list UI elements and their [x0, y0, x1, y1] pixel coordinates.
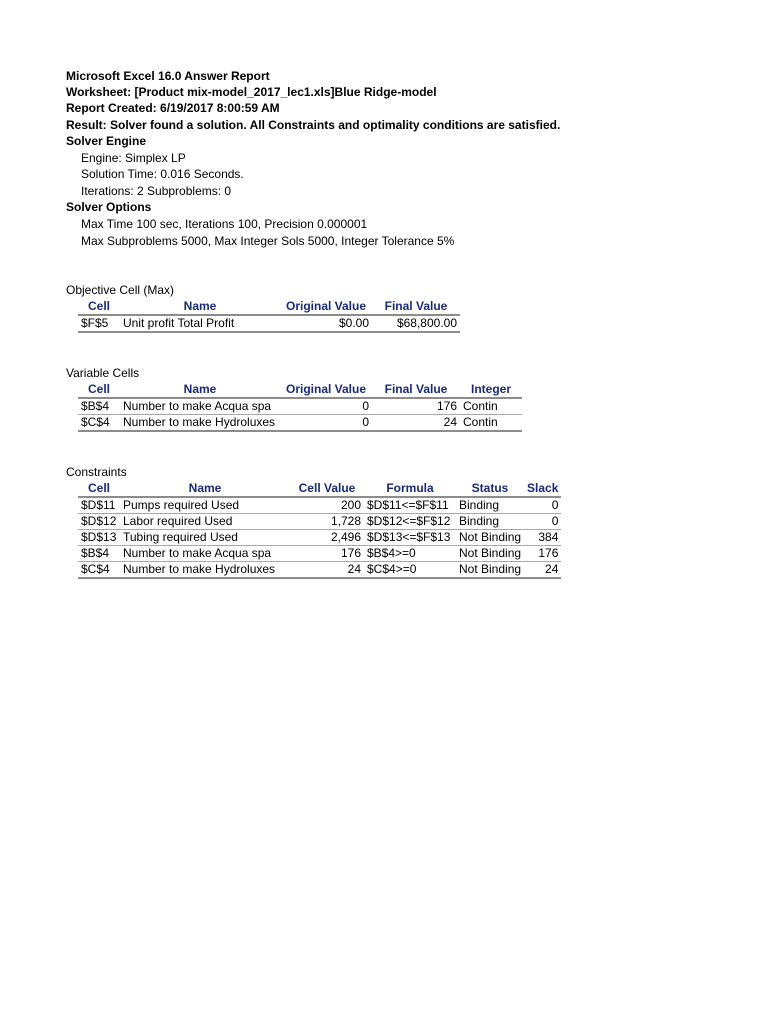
cell-ref: $D$11	[78, 497, 120, 514]
cell-ref: $D$12	[78, 514, 120, 530]
col-header-name: Name	[120, 299, 280, 315]
table-row	[78, 497, 561, 514]
cell-final-value: 24	[372, 415, 460, 432]
variables-section-title: Variable Cells	[66, 366, 140, 380]
result-line: Result: Solver found a solution. All Constraints and optimality conditions are satisfied.	[66, 118, 561, 132]
cell-original-value: $0.00	[280, 315, 372, 332]
cell-status: Not Binding	[456, 562, 524, 579]
col-header-formula: Formula	[364, 481, 456, 497]
solution-time-line: Solution Time: 0.016 Seconds.	[81, 167, 244, 181]
cell-slack: 0	[524, 497, 561, 514]
table-row	[78, 398, 522, 415]
report-created-line: Report Created: 6/19/2017 8:00:59 AM	[66, 101, 280, 115]
options-line-1: Max Time 100 sec, Iterations 100, Precision 0.000001	[81, 217, 368, 231]
objective-section-title: Objective Cell (Max)	[66, 283, 175, 297]
cell-ref: $F$5	[78, 315, 120, 332]
constraints-section-title: Constraints	[66, 465, 127, 479]
table-row	[78, 530, 561, 546]
cell-ref: $C$4	[78, 415, 120, 432]
options-line-2: Max Subproblems 5000, Max Integer Sols 5000, Integer Tolerance 5%	[81, 234, 455, 248]
table-header-row	[78, 299, 460, 315]
cell-formula: $D$11<=$F$11	[364, 497, 456, 514]
cell-ref: $B$4	[78, 398, 120, 415]
col-header-cell: Cell	[78, 299, 120, 315]
col-header-final-value: Final Value	[372, 299, 460, 315]
table-row	[78, 562, 561, 579]
cell-value: 24	[290, 562, 364, 579]
cell-name: Number to make Hydroluxes	[120, 415, 280, 432]
engine-type-line: Engine: Simplex LP	[81, 151, 186, 165]
col-header-cell-value: Cell Value	[290, 481, 364, 497]
col-header-original-value: Original Value	[280, 382, 372, 398]
cell-slack: 384	[524, 530, 561, 546]
cell-status: Not Binding	[456, 530, 524, 546]
table-row	[78, 546, 561, 562]
col-header-original-value: Original Value	[280, 299, 372, 315]
cell-final-value: 176	[372, 398, 460, 415]
col-header-status: Status	[456, 481, 524, 497]
cell-original-value: 0	[280, 398, 372, 415]
cell-slack: 24	[524, 562, 561, 579]
cell-value: 1,728	[290, 514, 364, 530]
cell-value: 200	[290, 497, 364, 514]
worksheet-line: Worksheet: [Product mix-model_2017_lec1.xls]Blue Ridge-model	[66, 85, 437, 99]
cell-name: Number to make Acqua spa	[120, 398, 280, 415]
cell-ref: $C$4	[78, 562, 120, 579]
cell-name: Pumps required Used	[120, 497, 290, 514]
col-header-cell: Cell	[78, 382, 120, 398]
cell-final-value: $68,800.00	[372, 315, 460, 332]
table-row	[78, 514, 561, 530]
cell-name: Tubing required Used	[120, 530, 290, 546]
col-header-slack: Slack	[524, 481, 561, 497]
col-header-name: Name	[120, 481, 290, 497]
table-header-row	[78, 481, 561, 497]
variables-table	[78, 382, 522, 432]
cell-status: Not Binding	[456, 546, 524, 562]
cell-value: 2,496	[290, 530, 364, 546]
col-header-cell: Cell	[78, 481, 120, 497]
col-header-final-value: Final Value	[372, 382, 460, 398]
table-row	[78, 315, 460, 332]
cell-name: Number to make Acqua spa	[120, 546, 290, 562]
cell-original-value: 0	[280, 415, 372, 432]
cell-status: Binding	[456, 514, 524, 530]
col-header-integer: Integer	[460, 382, 522, 398]
cell-formula: $D$13<=$F$13	[364, 530, 456, 546]
iterations-line: Iterations: 2 Subproblems: 0	[81, 184, 232, 198]
objective-table	[78, 299, 460, 333]
cell-integer: Contin	[460, 415, 522, 432]
table-header-row	[78, 382, 522, 398]
solver-options-heading: Solver Options	[66, 200, 152, 214]
cell-formula: $D$12<=$F$12	[364, 514, 456, 530]
cell-name: Number to make Hydroluxes	[120, 562, 290, 579]
cell-ref: $D$13	[78, 530, 120, 546]
report-title: Microsoft Excel 16.0 Answer Report	[66, 69, 270, 83]
cell-slack: 176	[524, 546, 561, 562]
cell-value: 176	[290, 546, 364, 562]
cell-name: Labor required Used	[120, 514, 290, 530]
cell-name: Unit profit Total Profit	[120, 315, 280, 332]
table-row	[78, 415, 522, 432]
cell-formula: $B$4>=0	[364, 546, 456, 562]
cell-ref: $B$4	[78, 546, 120, 562]
solver-engine-heading: Solver Engine	[66, 134, 147, 148]
cell-formula: $C$4>=0	[364, 562, 456, 579]
cell-integer: Contin	[460, 398, 522, 415]
col-header-name: Name	[120, 382, 280, 398]
cell-slack: 0	[524, 514, 561, 530]
constraints-table	[78, 481, 561, 579]
cell-status: Binding	[456, 497, 524, 514]
